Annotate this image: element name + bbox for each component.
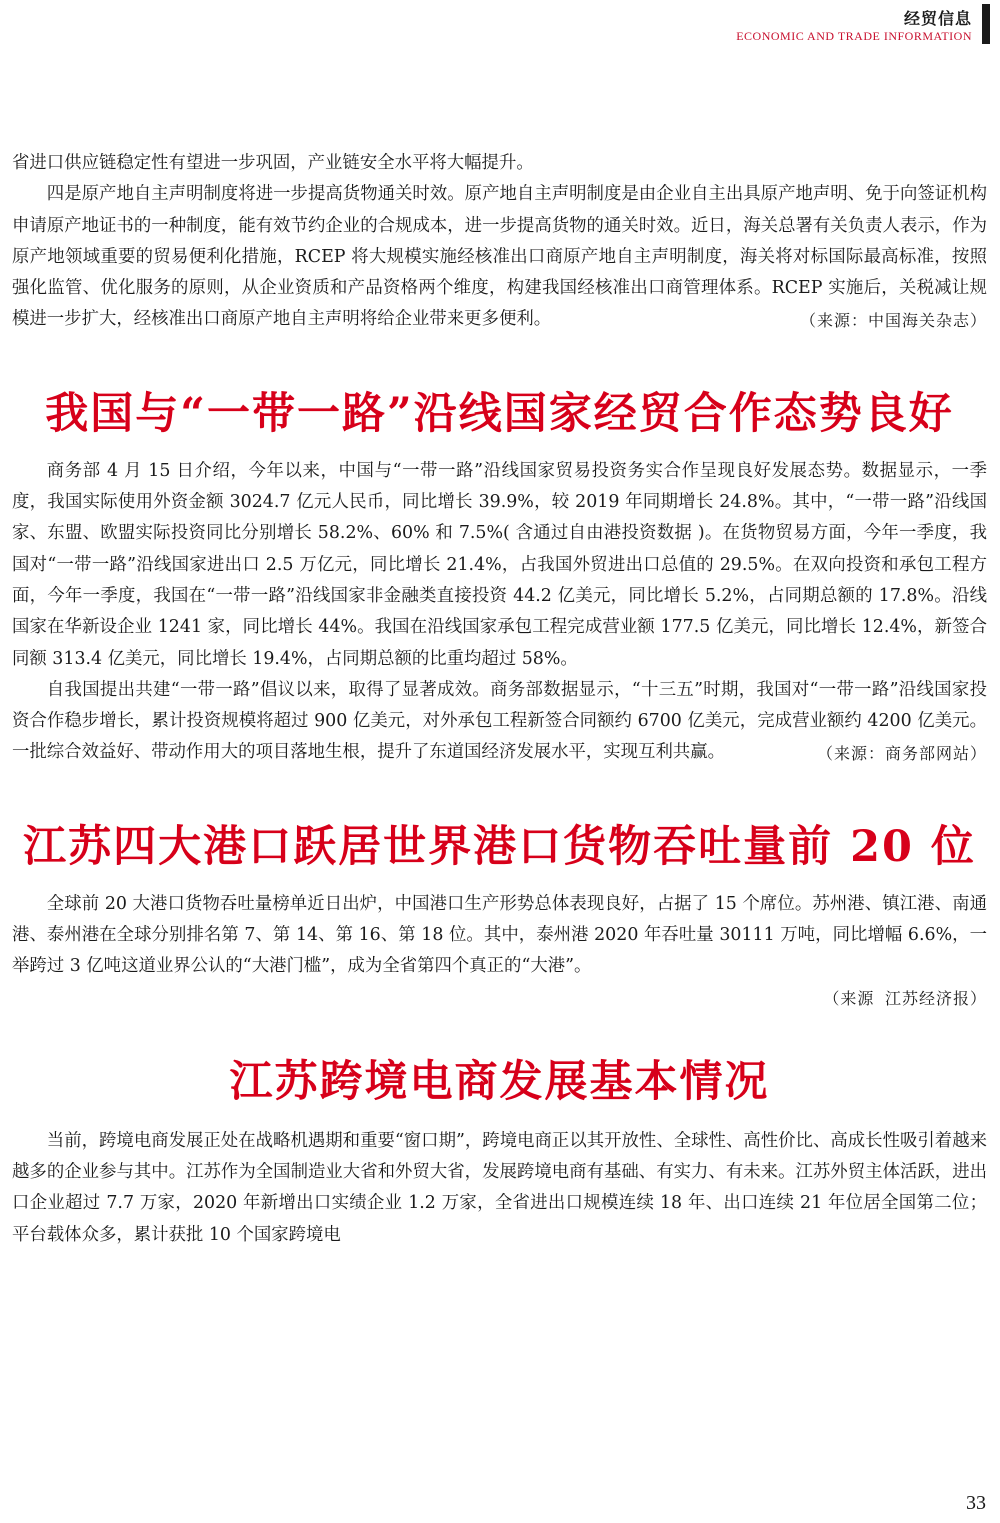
article1-paragraph-2: 四是原产地自主声明制度将进一步提高货物通关时效。原产地自主声明制度是由企业自主出具原产地声明、免于向签证机构申请原产地证书的一种制度，能有效节约企业的合规成本，进一步提高货物的通关时效。近日，海关总署有关负责人表示，作为原产地领域重要的贸易便利化措施，RCEP 将大规模实施经核准出口商原产地自主声明制度，海关将对标国际最高标准，按照强化监管、优化服务的原则，从企业资质和产品资格两个维度，构建我国经核准出口商管理体系。RCEP 实施后，关税减让规模进一步扩大，经核准出口商原产地自主声明将给企业带来更多便利。 [12, 184, 987, 330]
article-content [12, 148, 987, 1251]
article4-title: 江苏跨境电商发展基本情况 [229, 1056, 770, 1107]
article2-paragraph-2: 自我国提出共建“一带一路”倡议以来，取得了显著成效。商务部数据显示，“十三五”时期，我国对“一带一路”沿线国家投资合作稳步增长，累计投资规模将超过 900 亿美元，对外承包工程新签合同额约 6700 亿美元，完成营业额约 4200 亿美元。一批综合效益好、带动作用大的项目落地生根，提升了东道国经济发展水平，实现互利共赢。 [12, 679, 987, 763]
article2-source: （来源：商务部网站） [816, 743, 987, 763]
header-accent-bar [982, 4, 990, 44]
article2-title: 我国与“一带一路”沿线国家经贸合作态势良好 [45, 388, 954, 439]
article3-paragraph-1: 全球前 20 大港口货物吞吐量榜单近日出炉，中国港口生产形势总体表现良好，占据了 15 个席位。苏州港、镇江港、南通港、泰州港在全球分别排名第 7、第 14、第 16、第 18 位。其中，泰州港 2020 年吞吐量 30111 万吨，同比增幅 6.6%，一举跨过 3 亿吨这道业界公认的“大港门槛”，成为全省第四个真正的“大港”。 [12, 893, 987, 977]
article3-title: 江苏四大港口跃居世界港口货物吞吐量前 20 位 [23, 821, 976, 872]
page-header [0, 0, 1000, 50]
article1-paragraph-1: 省进口供应链稳定性有望进一步巩固，产业链安全水平将大幅提升。 [12, 153, 534, 173]
section-title: 经贸信息 [903, 9, 972, 28]
article1-source: （来源：中国海关杂志） [799, 310, 987, 330]
page-number: 33 [966, 1492, 986, 1514]
section-subtitle: ECONOMIC AND TRADE INFORMATION [736, 29, 972, 43]
article4-paragraph-1: 当前，跨境电商发展正处在战略机遇期和重要“窗口期”，跨境电商正以其开放性、全球性、高性价比、高成长性吸引着越来越多的企业参与其中。江苏作为全国制造业大省和外贸大省，发展跨境电商有基础、有实力、有未来。江苏外贸主体活跃，进出口企业超过 7.7 万家，2020 年新增出口实绩企业 1.2 万家，全省进出口规模连续 18 年、出口连续 21 年位居全国第二位；平台载体众多，累计获批 10 个国家跨境电 [12, 1130, 987, 1245]
article3-source: （来源 江苏经济报） [823, 988, 987, 1008]
article2-paragraph-1: 商务部 4 月 15 日介绍，今年以来，中国与“一带一路”沿线国家贸易投资务实合作呈现良好发展态势。数据显示，一季度，我国实际使用外资金额 3024.7 亿元人民币，同比增长 39.9%，较 2019 年同期增长 24.8%。其中，“一带一路”沿线国家、东盟、欧盟实际投资同比分别增长 58.2%、60% 和 7.5%( 含通过自由港投资数据 )。在货物贸易方面，今年一季度，我国对“一带一路”沿线国家进出口 2.5 万亿元，同比增长 21.4%，占我国外贸进出口总值的 29.5%。在双向投资和承包工程方面，今年一季度，我国在“一带一路”沿线国家非金融类直接投资 44.2 亿美元，同比增长 5.2%，占同期总额的 17.8%。沿线国家在华新设企业 1241 家，同比增长 44%。我国在沿线国家承包工程完成营业额 177.5 亿美元，同比增长 12.4%，新签合同额 313.4 亿美元，同比增长 19.4%，占同期总额的比重均超过 58%。 [12, 460, 987, 669]
